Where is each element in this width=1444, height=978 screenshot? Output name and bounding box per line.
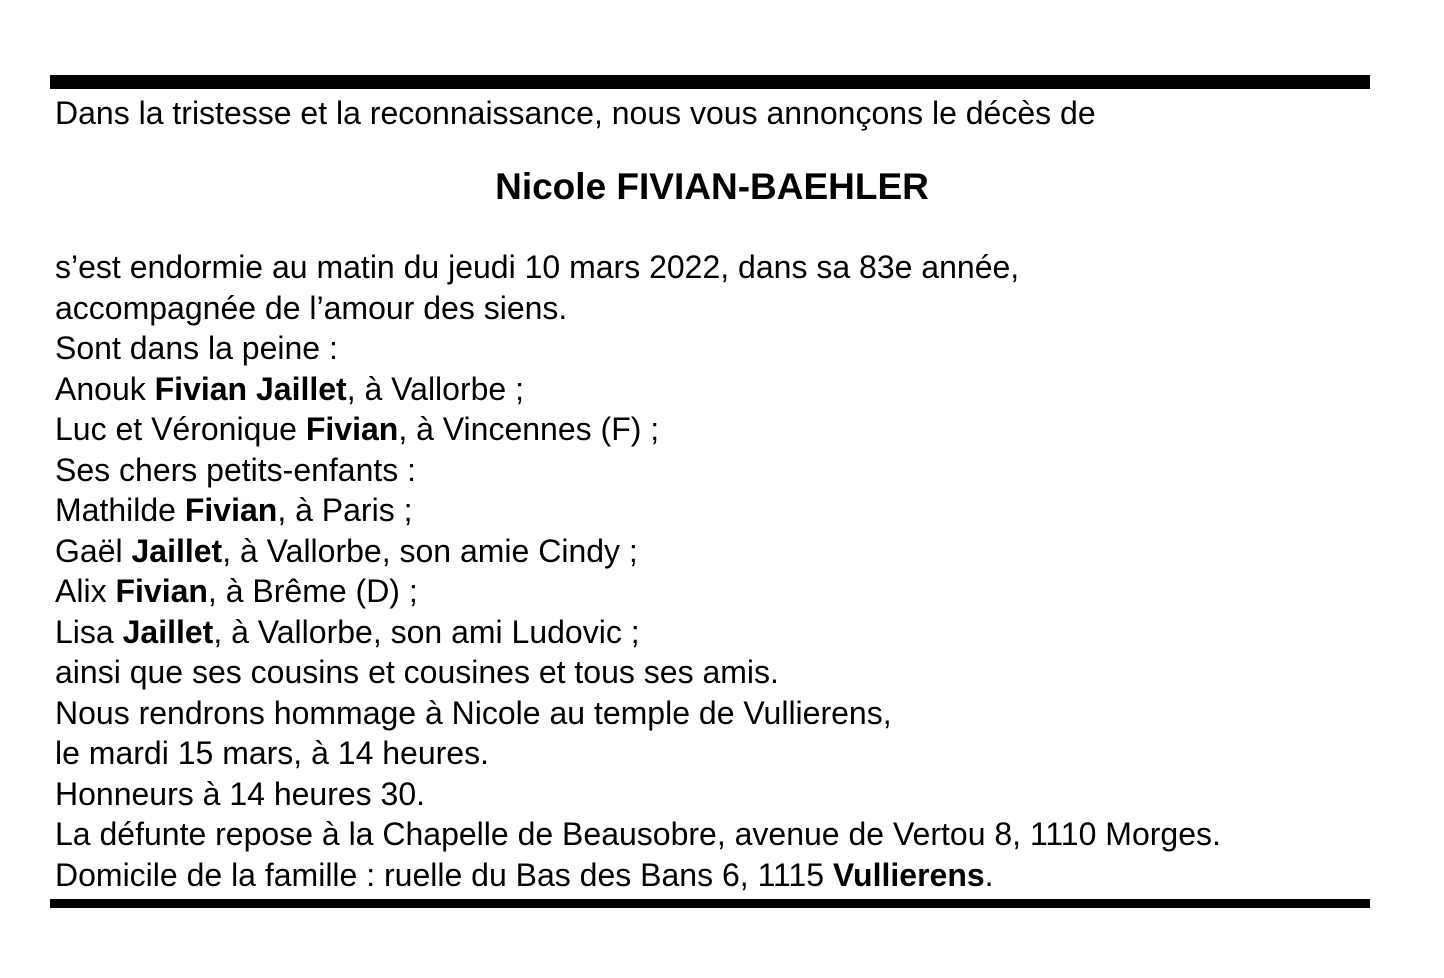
body-line: Gaël Jaillet, à Vallorbe, son amie Cindy ; — [55, 532, 638, 569]
intro-line: Dans la tristesse et la reconnaissance, nous vous annonçons le décès de — [55, 95, 1096, 131]
body-line: Domicile de la famille : ruelle du Bas des Bans 6, 1115 Vullierens. — [55, 856, 994, 893]
body-line: La défunte repose à la Chapelle de Beausobre, avenue de Vertou 8, 1110 Morges. — [55, 816, 1221, 852]
body-line: le mardi 15 mars, à 14 heures. — [55, 735, 489, 771]
top-divider-bar — [50, 75, 1370, 89]
body-line: Alix Fivian, à Brême (D) ; — [55, 573, 418, 609]
body-line: accompagnée de l’amour des siens. — [55, 289, 568, 326]
body-line: Ses chers petits-enfants : — [55, 451, 417, 488]
body-line: ainsi que ses cousins et cousines et tous ses amis. — [55, 654, 779, 690]
body-line: s’est endormie au matin du jeudi 10 mars 2022, dans sa 83e année, — [55, 249, 1020, 285]
body-line: Nous rendrons hommage à Nicole au temple de Vullierens, — [55, 694, 892, 731]
body-lines — [55, 247, 1221, 895]
body-line: Sont dans la peine : — [55, 330, 338, 366]
deceased-name-title: Nicole FIVIAN-BAEHLER — [495, 166, 929, 207]
body-line: Mathilde Fivian, à Paris ; — [55, 492, 413, 528]
body-line: Lisa Jaillet, à Vallorbe, son ami Ludovic ; — [55, 613, 640, 650]
body-line: Anouk Fivian Jaillet, à Vallorbe ; — [55, 370, 524, 407]
body-line: Honneurs à 14 heures 30. — [55, 775, 426, 812]
bottom-divider-bar — [50, 899, 1370, 908]
body-line: Luc et Véronique Fivian, à Vincennes (F) ; — [55, 411, 660, 447]
